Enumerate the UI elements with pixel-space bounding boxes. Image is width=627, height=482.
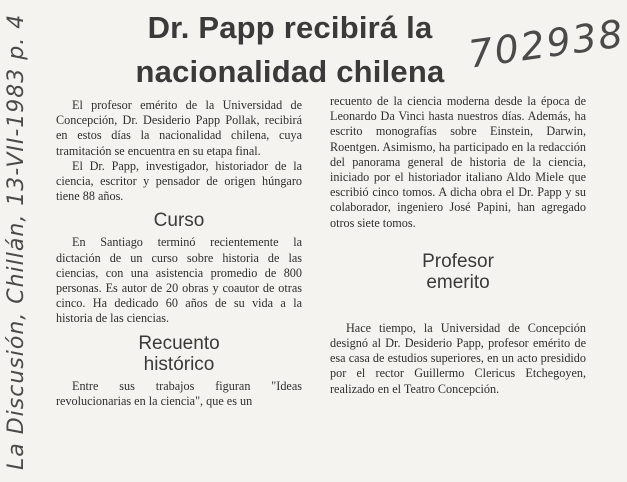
subheading-curso: Curso <box>153 210 205 232</box>
handwritten-catalog-number: 702938 <box>465 11 627 77</box>
paragraph: Entre sus trabajos figuran "Ideas revolucionarias en la ciencia", que es un <box>56 378 302 408</box>
handwritten-margin-note: La Discusión, Chillán, 13-VII-1983 p. 4 <box>4 13 29 470</box>
paragraph: El profesor emérito de la Universidad de Concepción, Dr. Desiderio Papp Pollak, recibirá en estos días la nacionalidad chilena, cuya tramitación se encuentra en su etapa final. <box>56 98 302 158</box>
paragraph: Hace tiempo, la Universidad de Concepción designó al Dr. Desiderio Papp, profesor emérito de esa casa de estudios superiores, en un acto presidido por el rector Guillermo Clericus Etchegoyen, realizado en el Teatro Concepción. <box>330 320 586 396</box>
article-headline <box>120 6 460 94</box>
article-column-right <box>330 94 586 397</box>
subheading-profesor-emerito: Profesor emerito <box>422 250 494 293</box>
paragraph: recuento de la ciencia moderna desde la época de Leonardo Da Vinci hasta nuestros días. Además, ha escrito monografías sobre Einstein, Darwin, Roentgen. Asimismo, ha participado en la redacción del panorama general de historia de la ciencia, iniciado por el historiador italiano Aldo Miele que escribió cinco tomos. A dicha obra el Dr. Papp y su colaborador, ingeniero José Papini, han agregado otros siete tomos. <box>330 94 586 230</box>
subheading-recuento-historico: Recuento histórico <box>138 332 220 375</box>
headline-line-1: Dr. Papp recibirá la <box>147 10 433 45</box>
paragraph: El Dr. Papp, investigador, historiador de la ciencia, escritor y pensador de origen húngaro tiene 88 años. <box>56 158 302 204</box>
paragraph: En Santiago terminó recientemente la dictación de un curso sobre historia de las ciencias, con una asistencia promedio de 800 personas. Es autor de 20 obras y coautor de otras cinco. Ha dedicado 60 años de su vida a la historia de las ciencias. <box>56 235 302 326</box>
headline-line-2: nacionalidad chilena <box>135 54 445 89</box>
article-column-left <box>56 98 302 409</box>
